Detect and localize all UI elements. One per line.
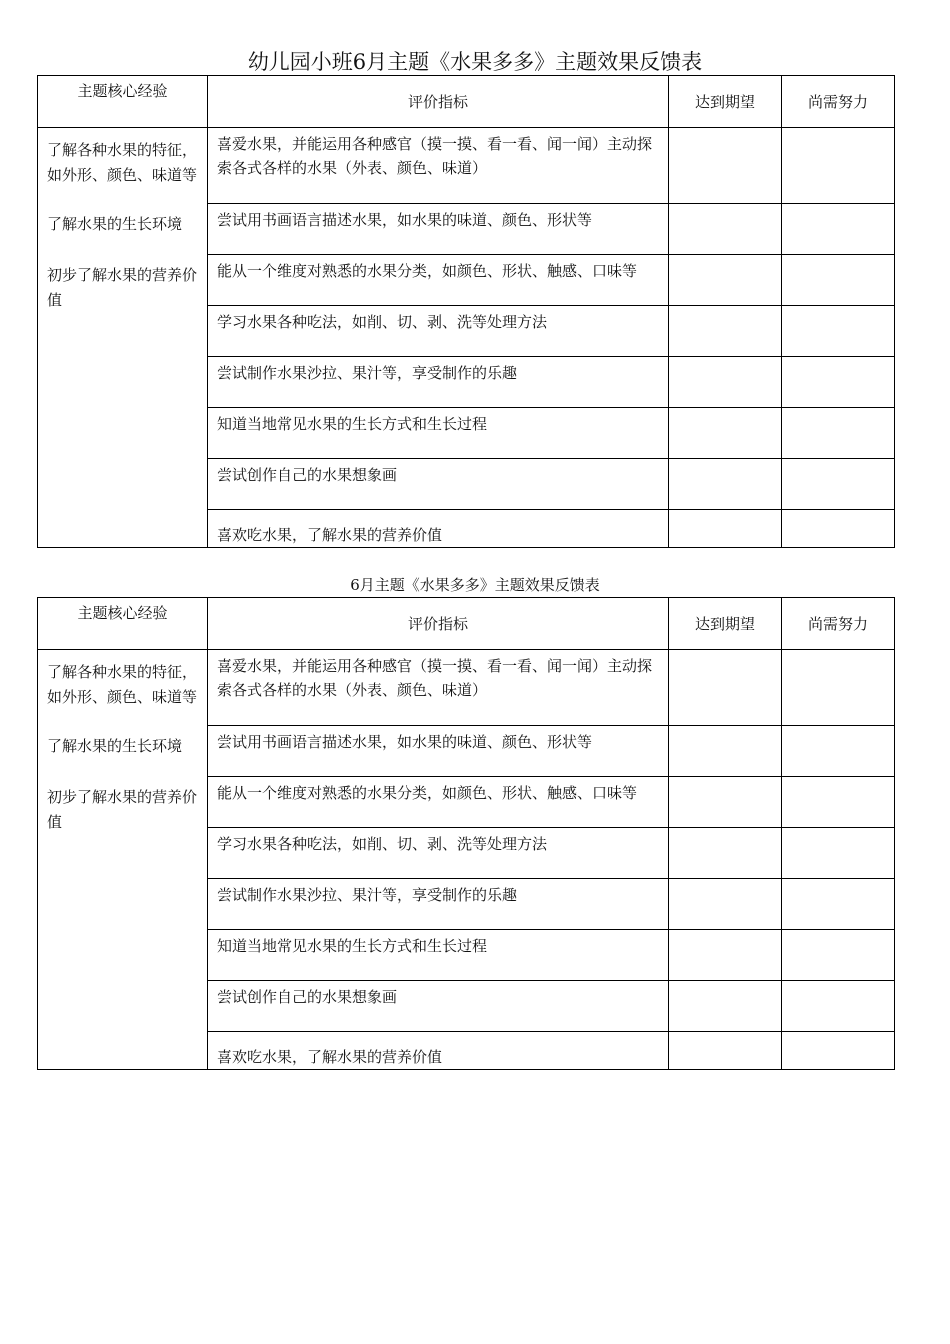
achieved-checkbox-cell[interactable] xyxy=(669,255,782,306)
achieved-checkbox-cell[interactable] xyxy=(669,1032,782,1070)
core-item: 了解各种水果的特征，如外形、颜色、味道等 xyxy=(47,141,198,184)
indicator-cell: 尝试用书画语言描述水果，如水果的味道、颜色、形状等 xyxy=(208,204,669,255)
indicator-cell: 能从一个维度对熟悉的水果分类，如颜色、形状、触感、口味等 xyxy=(208,255,669,306)
core-experience-cell xyxy=(38,128,208,548)
needs-work-checkbox-cell[interactable] xyxy=(782,650,895,726)
needs-work-checkbox-cell[interactable] xyxy=(782,777,895,828)
header-achieved: 达到期望 xyxy=(669,76,782,128)
indicator-cell: 喜爱水果，并能运用各种感官（摸一摸、看一看、闻一闻）主动探索各式各样的水果（外表、颜色、味道） xyxy=(208,128,669,204)
indicator-cell: 喜爱水果，并能运用各种感官（摸一摸、看一看、闻一闻）主动探索各式各样的水果（外表、颜色、味道） xyxy=(208,650,669,726)
feedback-table-1 xyxy=(37,75,895,548)
table-row xyxy=(38,128,895,204)
needs-work-checkbox-cell[interactable] xyxy=(782,204,895,255)
header-achieved: 达到期望 xyxy=(669,598,782,650)
achieved-checkbox-cell[interactable] xyxy=(669,726,782,777)
achieved-checkbox-cell[interactable] xyxy=(669,357,782,408)
achieved-checkbox-cell[interactable] xyxy=(669,930,782,981)
needs-work-checkbox-cell[interactable] xyxy=(782,828,895,879)
needs-work-checkbox-cell[interactable] xyxy=(782,459,895,510)
indicator-cell: 学习水果各种吃法，如削、切、剥、洗等处理方法 xyxy=(208,306,669,357)
achieved-checkbox-cell[interactable] xyxy=(669,879,782,930)
indicator-cell: 知道当地常见水果的生长方式和生长过程 xyxy=(208,930,669,981)
core-item: 初步了解水果的营养价值 xyxy=(47,266,198,309)
indicator-cell: 喜欢吃水果，了解水果的营养价值 xyxy=(208,510,669,548)
needs-work-checkbox-cell[interactable] xyxy=(782,128,895,204)
header-needs-work: 尚需努力 xyxy=(782,76,895,128)
indicator-cell: 知道当地常见水果的生长方式和生长过程 xyxy=(208,408,669,459)
achieved-checkbox-cell[interactable] xyxy=(669,204,782,255)
achieved-checkbox-cell[interactable] xyxy=(669,408,782,459)
core-item: 了解水果的生长环境 xyxy=(47,737,183,755)
page-title: 幼儿园小班6月主题《水果多多》主题效果反馈表 xyxy=(247,50,703,74)
achieved-checkbox-cell[interactable] xyxy=(669,306,782,357)
achieved-checkbox-cell[interactable] xyxy=(669,510,782,548)
needs-work-checkbox-cell[interactable] xyxy=(782,879,895,930)
achieved-checkbox-cell[interactable] xyxy=(669,650,782,726)
indicator-cell: 尝试用书画语言描述水果，如水果的味道、颜色、形状等 xyxy=(208,726,669,777)
header-indicator: 评价指标 xyxy=(208,598,669,650)
indicator-cell: 喜欢吃水果，了解水果的营养价值 xyxy=(208,1032,669,1070)
core-item: 了解水果的生长环境 xyxy=(47,215,183,233)
section-title: 6月主题《水果多多》主题效果反馈表 xyxy=(350,576,600,594)
indicator-cell: 尝试制作水果沙拉、果汁等，享受制作的乐趣 xyxy=(208,879,669,930)
needs-work-checkbox-cell[interactable] xyxy=(782,510,895,548)
core-item: 初步了解水果的营养价值 xyxy=(47,788,198,831)
indicator-cell: 能从一个维度对熟悉的水果分类，如颜色、形状、触感、口味等 xyxy=(208,777,669,828)
achieved-checkbox-cell[interactable] xyxy=(669,828,782,879)
needs-work-checkbox-cell[interactable] xyxy=(782,306,895,357)
needs-work-checkbox-cell[interactable] xyxy=(782,1032,895,1070)
indicator-cell: 尝试制作水果沙拉、果汁等，享受制作的乐趣 xyxy=(208,357,669,408)
header-core-experience: 主题核心经验 xyxy=(38,76,208,128)
table-header-row xyxy=(38,598,895,650)
achieved-checkbox-cell[interactable] xyxy=(669,777,782,828)
core-item: 了解各种水果的特征，如外形、颜色、味道等 xyxy=(47,663,198,706)
needs-work-checkbox-cell[interactable] xyxy=(782,408,895,459)
needs-work-checkbox-cell[interactable] xyxy=(782,981,895,1032)
indicator-cell: 学习水果各种吃法，如削、切、剥、洗等处理方法 xyxy=(208,828,669,879)
header-needs-work: 尚需努力 xyxy=(782,598,895,650)
table-row xyxy=(38,650,895,726)
indicator-cell: 尝试创作自己的水果想象画 xyxy=(208,459,669,510)
achieved-checkbox-cell[interactable] xyxy=(669,459,782,510)
header-indicator: 评价指标 xyxy=(208,76,669,128)
core-experience-cell xyxy=(38,650,208,1070)
needs-work-checkbox-cell[interactable] xyxy=(782,255,895,306)
indicator-cell: 尝试创作自己的水果想象画 xyxy=(208,981,669,1032)
table-header-row xyxy=(38,76,895,128)
needs-work-checkbox-cell[interactable] xyxy=(782,930,895,981)
achieved-checkbox-cell[interactable] xyxy=(669,981,782,1032)
achieved-checkbox-cell[interactable] xyxy=(669,128,782,204)
header-core-experience: 主题核心经验 xyxy=(38,598,208,650)
needs-work-checkbox-cell[interactable] xyxy=(782,357,895,408)
needs-work-checkbox-cell[interactable] xyxy=(782,726,895,777)
feedback-table-2 xyxy=(37,597,895,1070)
